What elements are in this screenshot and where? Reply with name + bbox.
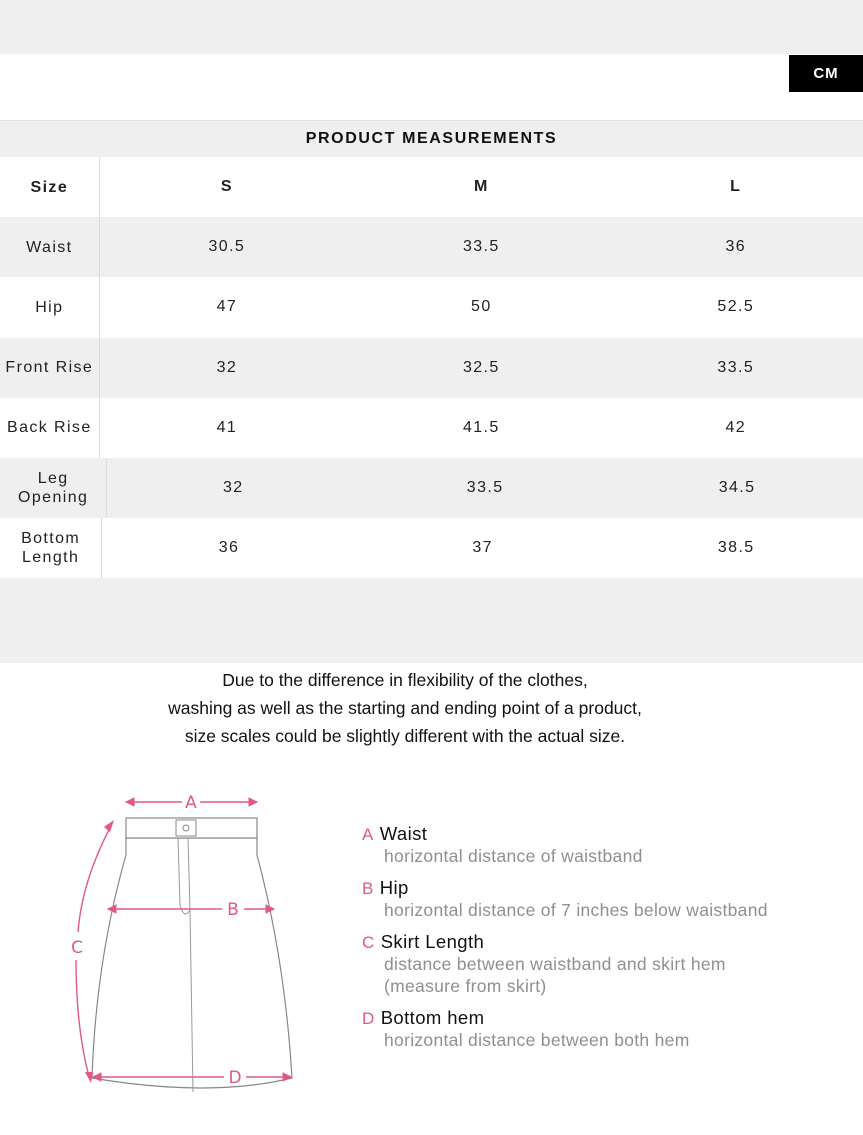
legend-item-bottom-hem: [362, 1007, 842, 1051]
header-m: M: [473, 178, 489, 196]
cell-l: 52.5: [717, 298, 755, 316]
bottom-band: [0, 578, 863, 663]
top-band: [0, 0, 863, 54]
cell-s: 32: [216, 358, 238, 376]
table-row: [0, 458, 863, 518]
size-note: [0, 666, 810, 750]
legend-desc: (measure from skirt): [384, 976, 547, 996]
table-header-row: [0, 157, 863, 217]
note-line: size scales could be slightly different with the actual size.: [184, 726, 626, 746]
header-l: L: [730, 178, 742, 196]
row-label: Hip: [0, 277, 100, 337]
legend-title: Bottom hem: [380, 1007, 485, 1028]
table-row: [0, 398, 863, 458]
unit-tab-cm[interactable]: CM: [789, 55, 863, 92]
waistband-tab: [176, 820, 196, 836]
legend-letter: C: [362, 933, 375, 952]
cell-s: 47: [216, 298, 238, 316]
cell-m: 50: [471, 298, 492, 316]
table-row: [0, 217, 863, 277]
label-b: B: [227, 900, 239, 920]
table-row: [0, 518, 863, 578]
note-line: Due to the difference in flexibility of the clothes,: [222, 670, 588, 690]
cell-l: 36: [725, 238, 747, 256]
table-title: PRODUCT MEASUREMENTS: [0, 120, 863, 157]
note-line: washing as well as the starting and ending point of a product,: [168, 698, 642, 718]
cell-m: 32.5: [462, 358, 500, 376]
row-label: Back Rise: [0, 398, 100, 458]
row-label: Front Rise: [0, 338, 100, 398]
label-a: A: [185, 793, 197, 813]
row-label: Leg Opening: [0, 458, 107, 518]
cell-m: 37: [472, 539, 493, 557]
legend-desc: distance between waistband and skirt hem: [384, 954, 726, 974]
legend-title: Hip: [379, 877, 409, 898]
legend-desc: horizontal distance of 7 inches below waistband: [384, 900, 768, 920]
cell-l: 33.5: [717, 358, 755, 376]
label-d: D: [228, 1068, 242, 1088]
skirt-diagram: [60, 780, 320, 1110]
label-c: C: [71, 938, 83, 958]
table-row: [0, 338, 863, 398]
row-label: Waist: [0, 217, 100, 277]
table-row: [0, 277, 863, 337]
legend-title: Waist: [379, 823, 428, 844]
legend-item-waist: [362, 823, 842, 867]
arrowhead: [85, 1072, 93, 1083]
cell-s: 32: [222, 479, 244, 497]
legend-desc: horizontal distance of waistband: [384, 846, 643, 866]
legend-desc: horizontal distance between both hem: [384, 1030, 690, 1050]
arrowhead: [104, 820, 114, 832]
size-table: [0, 157, 863, 578]
legend-item-hip: [362, 877, 842, 921]
legend-title: Skirt Length: [380, 931, 485, 952]
cell-l: 38.5: [717, 539, 755, 557]
legend-item-skirt-length: [362, 931, 842, 997]
header-s: S: [220, 178, 233, 196]
measurement-legend: [362, 823, 842, 1061]
legend-letter: A: [362, 825, 374, 844]
cell-l: 42: [725, 418, 747, 436]
cell-m: 33.5: [466, 479, 504, 497]
cell-s: 41: [216, 418, 238, 436]
cell-s: 30.5: [208, 238, 246, 256]
cell-m: 41.5: [462, 418, 500, 436]
legend-letter: B: [362, 879, 374, 898]
header-size: Size: [0, 157, 100, 217]
cell-l: 34.5: [718, 479, 756, 497]
cell-s: 36: [218, 539, 240, 557]
row-label: Bottom Length: [0, 518, 102, 578]
cell-m: 33.5: [462, 238, 500, 256]
legend-letter: D: [362, 1009, 375, 1028]
